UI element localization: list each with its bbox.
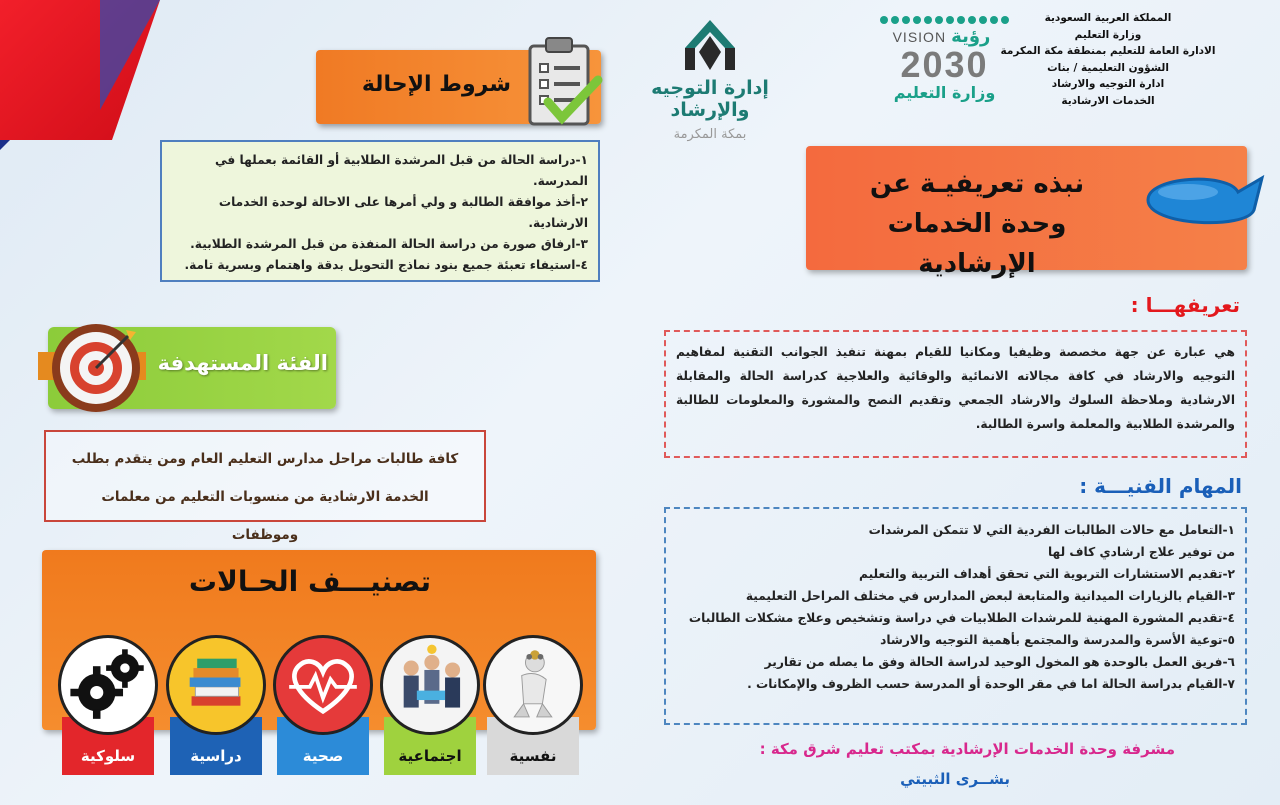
target-line: الخدمة الارشادية من منسوبات التعليم من معلمات وموظفات <box>101 489 429 543</box>
guidance-city: بمكة المكرمة <box>673 127 747 142</box>
list-item: من توفير علاج ارشادي كاف لها <box>1047 545 1235 559</box>
supervisor-name: بشــرى الثبيتي <box>900 770 1010 788</box>
people-icon <box>380 635 480 735</box>
referral-conditions-list <box>160 140 600 282</box>
intro-line: نبذه تعريفيـة عن <box>869 169 1085 199</box>
vision-2030-logo <box>862 16 1027 128</box>
vision-arabic: رؤية <box>951 26 991 47</box>
ministry-line: وزارة التعليم <box>1074 28 1142 41</box>
clipboard-check-icon <box>518 32 608 132</box>
case-card-academic <box>170 635 262 775</box>
vision-english: VISION <box>892 29 947 45</box>
supervisor-title: مشرفة وحدة الخدمات الإرشادية بمكتب تعليم شرق مكة : <box>759 740 1175 758</box>
list-item: ٢-أخذ موافقة الطالبة و ولي أمرها على الاحالة لوحدة الخدمات الارشادية. <box>218 195 588 230</box>
case-card-psychological <box>487 635 579 775</box>
ministry-line: المملكة العربية السعودية <box>1044 12 1172 24</box>
speech-bubble-icon <box>1138 164 1266 236</box>
target-icon <box>38 318 146 418</box>
case-card-health <box>277 635 369 775</box>
ministry-line: ادارة التوجيه والارشاد <box>1051 78 1165 90</box>
guidance-dept-logo <box>620 18 800 142</box>
vision-dots-icon <box>862 16 1027 24</box>
list-item: ٦-فريق العمل بالوحدة هو المخول الوحيد لدراسة الحالة وفق ما يصله من تقارير <box>764 655 1235 669</box>
vision-year: 2030 <box>900 44 989 85</box>
ministry-line: الخدمات الارشادية <box>1061 94 1155 107</box>
list-item: ٢-تقديم الاستشارات التربوية التي تحقق أهداف التربية والتعليم <box>859 567 1235 581</box>
list-item: ٥-توعية الأسرة والمدرسة والمجتمع بأهمية التوجيه والارشاد <box>880 633 1235 647</box>
intro-line: وحدة الخدمات الإرشادية <box>887 209 1067 279</box>
ministry-line: الادارة العامة للتعليم بمنطقة مكة المكرمة <box>1000 45 1216 57</box>
guidance-logo-icon <box>665 18 755 73</box>
case-label: اجتماعية <box>384 717 476 775</box>
books-icon <box>166 635 266 735</box>
tasks-list <box>664 507 1247 725</box>
list-item: ١-التعامل مع حالات الطالبات الفردية التي لا تتمكن المرشدات <box>868 523 1235 537</box>
thinking-figure-icon <box>483 635 583 735</box>
intro-title <box>827 164 1127 284</box>
guidance-name: إدارة التوجيه والإرشاد <box>651 77 769 121</box>
list-item: ١-دراسة الحالة من قبل المرشدة الطلابية أو القائمة بعملها في المدرسة. <box>214 153 588 188</box>
gears-icon <box>58 635 158 735</box>
case-label: دراسية <box>170 717 262 775</box>
list-item: ٣-القيام بالزيارات الميدانية والمتابعة لبعض المدارس في مختلف المراحل التعليمية <box>745 589 1235 603</box>
definition-text: هي عبارة عن جهة مخصصة وظيفيا ومكانيا للقيام بمهنة تنفيذ الجوانب التقنية لمفاهيم التوجيه والارشاد في كافة مجالاته الانمائية والوقائية والعلاجية كدراسة الحالة والمقابلة الارشادية وملاحظة السلوك والارشاد الجمعي وتقديم النصح والمشورة والمعلومات للطالبة والمرشدة الطلابية والمعلمة واسرة الطالبة. <box>664 330 1247 458</box>
classification-title: تصنيـــف الحـالات <box>188 565 432 598</box>
list-item: ٤-استيفاء تعبئة جميع بنود نماذج التحويل بدقة واهتمام وبسرية تامة. <box>184 258 588 272</box>
list-item: ٤-تقديم المشورة المهنية للمرشدات الطلابيات في دراسة وتشخيص وعلاج مشكلات الطالبات <box>688 611 1235 625</box>
list-item: ٧-القيام بدراسة الحالة اما في مقر الوحدة أو المدرسة حسب الظروف والإمكانات . <box>747 677 1235 691</box>
case-card-behavioral <box>62 635 154 775</box>
definition-heading: تعريفهـــا : <box>1130 293 1240 317</box>
referral-title: شروط الإحالة <box>361 72 511 97</box>
case-label: سلوكية <box>62 717 154 775</box>
case-label: صحية <box>277 717 369 775</box>
case-label: نفسية <box>487 717 579 775</box>
vision-ministry: وزارة التعليم <box>893 83 996 102</box>
ministry-line: الشؤون التعليمية / بنات <box>1047 61 1169 74</box>
heartbeat-icon <box>273 635 373 735</box>
list-item: ٣-ارفاق صورة من دراسة الحالة المنفذة من قبل المرشدة الطلابية. <box>190 237 588 251</box>
target-group-text <box>44 430 486 543</box>
target-line: كافة طالبات مراحل مدارس التعليم العام ومن يتقدم بطلب <box>71 451 459 467</box>
case-card-social <box>384 635 476 775</box>
tasks-heading: المهام الفنيـــة : <box>1079 474 1242 498</box>
target-group-title: الفئة المستهدفة <box>157 351 328 375</box>
